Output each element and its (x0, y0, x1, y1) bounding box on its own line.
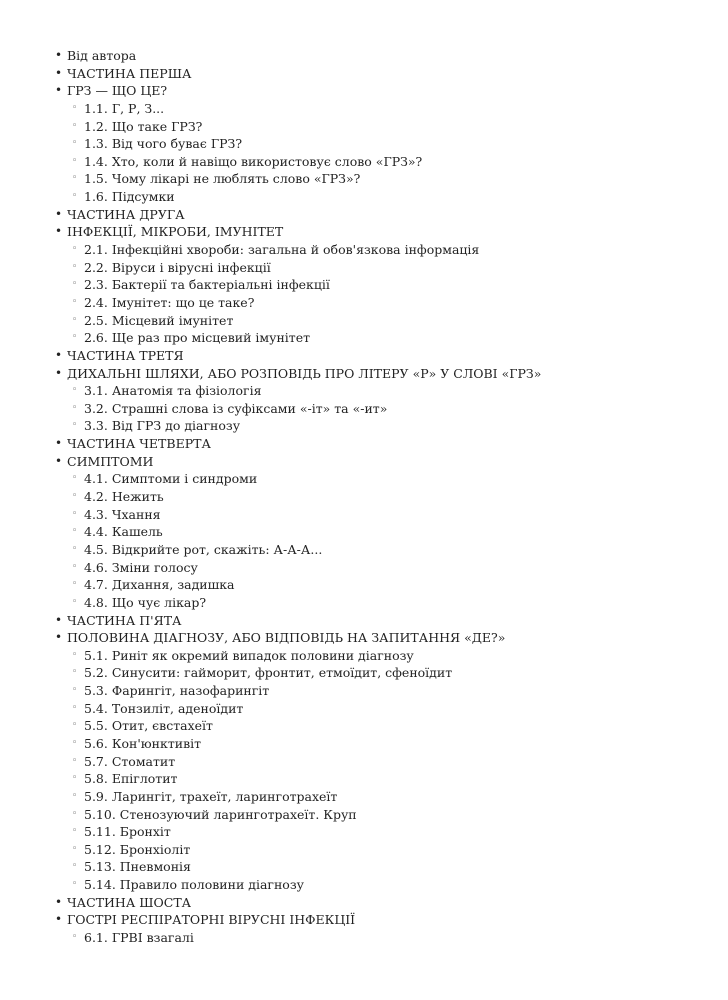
toc-subsection-item[interactable] (0, 118, 728, 136)
circle-bullet-icon: ◦ (72, 737, 78, 748)
toc-item-label[interactable]: 4.4. Кашель (84, 524, 163, 540)
circle-bullet-icon: ◦ (72, 667, 78, 678)
toc-item-label[interactable]: 5.3. Фарингіт, назофарингіт (84, 683, 270, 699)
toc-subsection-item[interactable] (0, 400, 728, 418)
circle-bullet-icon: ◦ (72, 932, 78, 943)
toc-item-label[interactable]: ЧАСТИНА ДРУГА (67, 206, 185, 222)
circle-bullet-icon: ◦ (72, 314, 78, 325)
toc-subsection-item[interactable] (0, 700, 728, 718)
toc-subsection-item[interactable] (0, 717, 728, 735)
toc-subsection-item[interactable] (0, 294, 728, 312)
bullet-icon: • (55, 436, 63, 451)
toc-item-label[interactable]: 5.5. Отит, євстахеїт (84, 718, 213, 734)
toc-item-label[interactable]: 2.1. Інфекційні хвороби: загальна й обов'язкова інформація (84, 242, 480, 258)
circle-bullet-icon: ◦ (72, 843, 78, 854)
toc-subsection-item[interactable] (0, 100, 728, 118)
toc-item-label[interactable]: 4.2. Нежить (84, 489, 164, 505)
toc-subsection-item[interactable] (0, 664, 728, 682)
toc-item-label[interactable]: 2.5. Місцевий імунітет (84, 312, 234, 328)
toc-item-label[interactable]: 2.3. Бактерії та бактеріальні інфекції (84, 277, 330, 293)
toc-subsection-item[interactable] (0, 594, 728, 612)
toc-section-item[interactable] (0, 894, 728, 912)
toc-section-item[interactable] (0, 612, 728, 630)
circle-bullet-icon: ◦ (72, 296, 78, 307)
toc-item-label[interactable]: 5.7. Стоматит (84, 753, 176, 769)
toc-subsection-item[interactable] (0, 858, 728, 876)
toc-section-item[interactable] (0, 223, 728, 241)
toc-item-label[interactable]: 5.11. Бронхіт (84, 824, 171, 840)
toc-section-item[interactable] (0, 82, 728, 100)
circle-bullet-icon: ◦ (72, 808, 78, 819)
toc-subsection-item[interactable] (0, 806, 728, 824)
bullet-icon: • (55, 206, 63, 221)
toc-item-label[interactable]: ЧАСТИНА ПЕРША (67, 65, 192, 81)
circle-bullet-icon: ◦ (72, 861, 78, 872)
toc-item-label[interactable]: 1.5. Чому лікарі не люблять слово «ГРЗ»? (84, 171, 361, 187)
toc-subsection-item[interactable] (0, 735, 728, 753)
circle-bullet-icon: ◦ (72, 702, 78, 713)
bullet-icon: • (55, 48, 63, 62)
toc-item-label[interactable]: 5.4. Тонзиліт, аденоїдит (84, 700, 244, 716)
toc-section-item[interactable] (0, 347, 728, 365)
toc-item-label[interactable]: 5.9. Ларингіт, трахеїт, ларинготрахеїт (84, 788, 338, 804)
circle-bullet-icon: ◦ (72, 543, 78, 554)
bullet-icon: • (55, 612, 63, 627)
bullet-icon: • (55, 83, 63, 98)
toc-section-item[interactable] (0, 435, 728, 453)
toc-item-label[interactable]: 5.1. Риніт як окремий випадок половини діагнозу (84, 647, 414, 663)
toc-item-label[interactable]: 4.1. Симптоми і синдроми (84, 471, 258, 487)
circle-bullet-icon: ◦ (72, 155, 78, 166)
circle-bullet-icon: ◦ (72, 420, 78, 431)
toc-item-label[interactable]: 5.12. Бронхіоліт (84, 841, 191, 857)
toc-item-label[interactable]: ЧАСТИНА ЧЕТВЕРТА (67, 436, 211, 452)
toc-item-label[interactable]: ЧАСТИНА ШОСТА (67, 894, 192, 910)
toc-item-label[interactable]: 1.3. Від чого буває ГРЗ? (84, 136, 243, 152)
circle-bullet-icon: ◦ (72, 720, 78, 731)
toc-subsection-item[interactable] (0, 770, 728, 788)
toc-subsection-item[interactable] (0, 382, 728, 400)
table-of-contents (0, 47, 728, 947)
toc-subsection-item[interactable] (0, 841, 728, 859)
toc-subsection-item[interactable] (0, 929, 728, 947)
circle-bullet-icon: ◦ (72, 579, 78, 590)
toc-subsection-item[interactable] (0, 506, 728, 524)
toc-section-item[interactable] (0, 911, 728, 929)
toc-item-label[interactable]: ДИХАЛЬНІ ШЛЯХИ, АБО РОЗПОВІДЬ ПРО ЛІТЕРУ «Р» У СЛОВІ «ГРЗ» (67, 365, 542, 381)
toc-subsection-item[interactable] (0, 241, 728, 259)
toc-subsection-item[interactable] (0, 488, 728, 506)
toc-subsection-item[interactable] (0, 523, 728, 541)
circle-bullet-icon: ◦ (72, 773, 78, 784)
toc-subsection-item[interactable] (0, 417, 728, 435)
circle-bullet-icon: ◦ (72, 649, 78, 660)
toc-subsection-item[interactable] (0, 276, 728, 294)
circle-bullet-icon: ◦ (72, 138, 78, 149)
toc-item-label[interactable]: 1.6. Підсумки (84, 189, 175, 205)
toc-subsection-item[interactable] (0, 559, 728, 577)
toc-item-label[interactable]: 3.3. Від ГРЗ до діагнозу (84, 418, 241, 434)
toc-item-label[interactable]: ЧАСТИНА ТРЕТЯ (67, 347, 184, 363)
toc-item-label[interactable]: 5.2. Синусити: гайморит, фронтит, етмоїдит, сфеноїдит (84, 665, 453, 681)
toc-section-item[interactable] (0, 47, 728, 65)
bullet-icon: • (55, 912, 63, 927)
toc-item-label[interactable]: 6.1. ГРВІ взагалі (84, 930, 194, 946)
toc-subsection-item[interactable] (0, 135, 728, 153)
circle-bullet-icon: ◦ (72, 120, 78, 131)
circle-bullet-icon: ◦ (72, 385, 78, 396)
toc-section-item[interactable] (0, 365, 728, 383)
toc-item-label[interactable]: 5.10. Стенозуючий ларинготрахеїт. Круп (84, 806, 357, 822)
toc-item-label[interactable]: 5.6. Кон'юнктивіт (84, 735, 202, 751)
toc-subsection-item[interactable] (0, 170, 728, 188)
toc-subsection-item[interactable] (0, 788, 728, 806)
circle-bullet-icon: ◦ (72, 261, 78, 272)
circle-bullet-icon: ◦ (72, 244, 78, 255)
toc-item-label[interactable]: 1.2. Що таке ГРЗ? (84, 118, 203, 134)
toc-item-label[interactable]: 2.4. Імунітет: що це таке? (84, 294, 255, 310)
bullet-icon: • (55, 65, 63, 80)
toc-item-label[interactable]: 5.13. Пневмонія (84, 859, 191, 875)
circle-bullet-icon: ◦ (72, 332, 78, 343)
toc-item-label[interactable]: 1.4. Хто, коли й навіщо використовує слово «ГРЗ»? (84, 153, 423, 169)
toc-item-label[interactable]: 1.1. Г, Р, З... (84, 100, 165, 116)
toc-item-label[interactable]: 5.14. Правило половини діагнозу (84, 877, 304, 893)
toc-item-label[interactable]: 2.2. Віруси і вірусні інфекції (84, 259, 271, 275)
bullet-icon: • (55, 365, 63, 380)
circle-bullet-icon: ◦ (72, 685, 78, 696)
toc-subsection-item[interactable] (0, 876, 728, 894)
toc-section-item[interactable] (0, 206, 728, 224)
circle-bullet-icon: ◦ (72, 402, 78, 413)
toc-subsection-item[interactable] (0, 647, 728, 665)
toc-subsection-item[interactable] (0, 682, 728, 700)
toc-item-label[interactable]: 4.5. Відкрийте рот, скажіть: А-А-А... (84, 541, 323, 557)
circle-bullet-icon: ◦ (72, 102, 78, 113)
circle-bullet-icon: ◦ (72, 526, 78, 537)
toc-item-label[interactable]: 3.1. Анатомія та фізіологія (84, 383, 262, 399)
circle-bullet-icon: ◦ (72, 879, 78, 890)
toc-item-label[interactable]: 4.3. Чхання (84, 506, 161, 522)
toc-section-item[interactable] (0, 629, 728, 647)
toc-item-label[interactable]: ПОЛОВИНА ДІАГНОЗУ, АБО ВІДПОВІДЬ НА ЗАПИТАННЯ «ДЕ?» (67, 630, 506, 646)
toc-item-label[interactable]: 3.2. Страшні слова із суфіксами «-іт» та «-ит» (84, 400, 388, 416)
circle-bullet-icon: ◦ (72, 491, 78, 502)
toc-item-label[interactable]: 4.8. Що чує лікар? (84, 594, 207, 610)
toc-item-label[interactable]: ГОСТРІ РЕСПІРАТОРНІ ВІРУСНІ ІНФЕКЦІЇ (67, 912, 356, 928)
bullet-icon: • (55, 347, 63, 362)
toc-subsection-item[interactable] (0, 753, 728, 771)
circle-bullet-icon: ◦ (72, 826, 78, 837)
toc-subsection-item[interactable] (0, 259, 728, 277)
circle-bullet-icon: ◦ (72, 790, 78, 801)
toc-section-item[interactable] (0, 65, 728, 83)
circle-bullet-icon: ◦ (72, 279, 78, 290)
toc-subsection-item[interactable] (0, 188, 728, 206)
bullet-icon: • (55, 453, 63, 468)
bullet-icon: • (55, 894, 63, 909)
toc-item-label[interactable]: Від автора (67, 48, 137, 63)
toc-subsection-item[interactable] (0, 470, 728, 488)
circle-bullet-icon: ◦ (72, 173, 78, 184)
bullet-icon: • (55, 224, 63, 239)
circle-bullet-icon: ◦ (72, 596, 78, 607)
circle-bullet-icon: ◦ (72, 191, 78, 202)
toc-item-label[interactable]: СИМПТОМИ (67, 453, 154, 469)
circle-bullet-icon: ◦ (72, 508, 78, 519)
bullet-icon: • (55, 630, 63, 645)
circle-bullet-icon: ◦ (72, 755, 78, 766)
toc-section-item[interactable] (0, 453, 728, 471)
toc-item-label[interactable]: ГРЗ — ЩО ЦЕ? (67, 83, 168, 99)
toc-subsection-item[interactable] (0, 153, 728, 171)
toc-item-label[interactable]: 2.6. Ще раз про місцевий імунітет (84, 330, 311, 346)
toc-item-label[interactable]: 4.6. Зміни голосу (84, 559, 198, 575)
toc-item-label[interactable]: ІНФЕКЦІЇ, МІКРОБИ, ІМУНІТЕТ (67, 224, 284, 240)
toc-subsection-item[interactable] (0, 541, 728, 559)
circle-bullet-icon: ◦ (72, 473, 78, 484)
toc-item-label[interactable]: ЧАСТИНА П'ЯТА (67, 612, 182, 628)
toc-item-label[interactable]: 5.8. Епіглотит (84, 771, 178, 787)
toc-subsection-item[interactable] (0, 312, 728, 330)
toc-subsection-item[interactable] (0, 823, 728, 841)
circle-bullet-icon: ◦ (72, 561, 78, 572)
toc-item-label[interactable]: 4.7. Дихання, задишка (84, 577, 235, 593)
toc-subsection-item[interactable] (0, 576, 728, 594)
toc-subsection-item[interactable] (0, 329, 728, 347)
